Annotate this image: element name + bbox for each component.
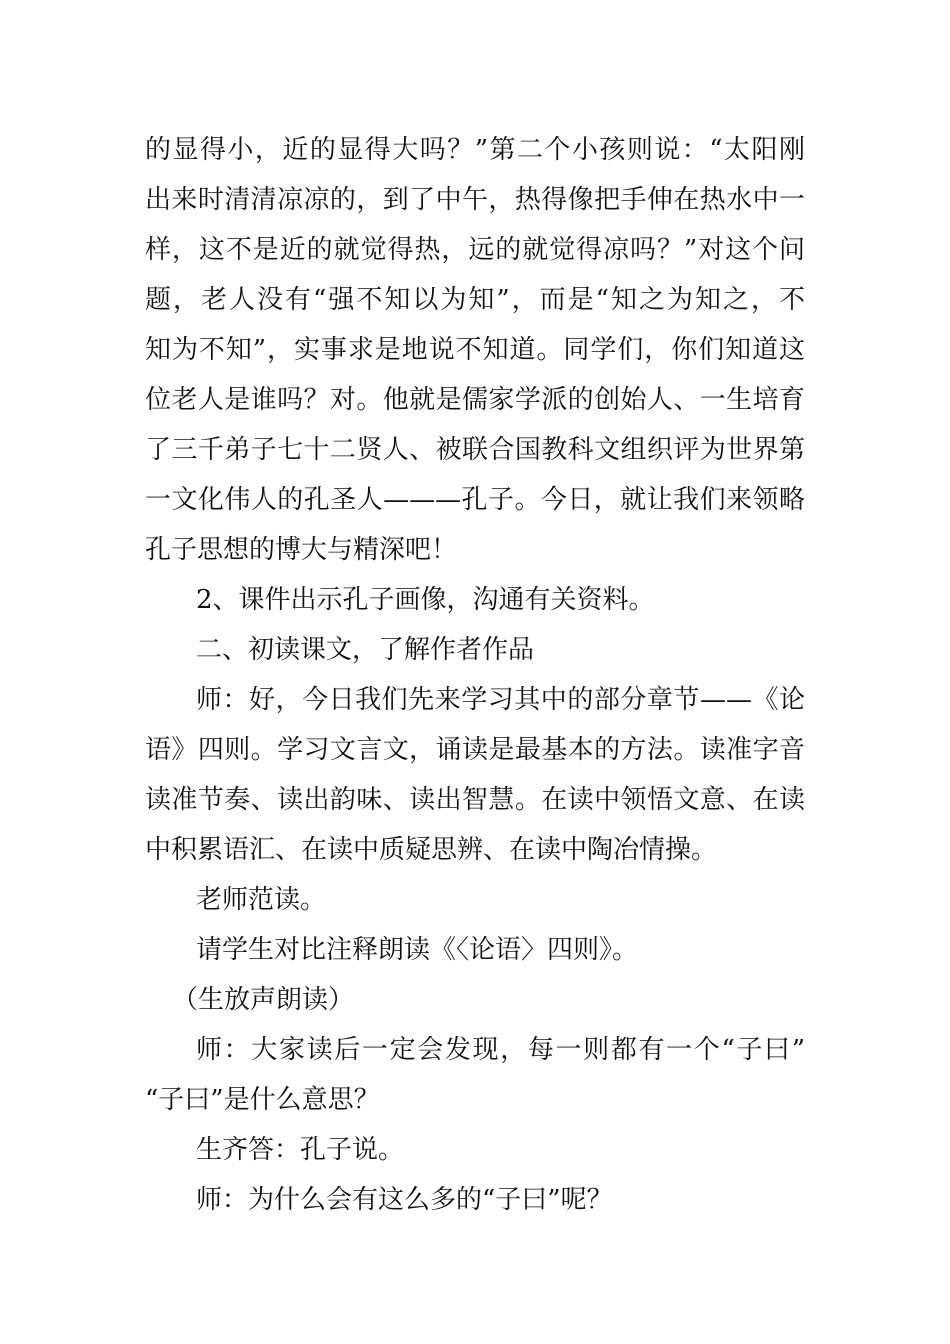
text-line: 生齐答：孔子说。 bbox=[196, 1135, 405, 1165]
text-line: 一文化伟人的孔圣人———孔子。今日，就让我们来领略 bbox=[145, 485, 805, 515]
text-line: 中积累语汇、在读中质疑思辨、在读中陶冶情操。 bbox=[145, 835, 718, 865]
text-line: 位老人是谁吗？对。他就是儒家学派的创始人、一生培育 bbox=[145, 385, 805, 415]
text-line: 题，老人没有“强不知以为知”，而是“知之为知之，不 bbox=[145, 285, 805, 315]
text-line: 请学生对比注释朗读《〈论语〉四则》。 bbox=[196, 935, 639, 965]
text-line: （生放声朗读） bbox=[172, 985, 355, 1015]
text-line: 老师范读。 bbox=[196, 885, 327, 915]
text-line: 孔子思想的博大与精深吧！ bbox=[145, 535, 458, 565]
text-line: 知为不知”，实事求是地说不知道。同学们，你们知道这 bbox=[145, 335, 805, 365]
text-line: “子曰”是什么意思？ bbox=[145, 1085, 380, 1115]
text-line: 的显得小，近的显得大吗？”第二个小孩则说：“太阳刚 bbox=[145, 135, 805, 165]
text-line: 样，这不是近的就觉得热，远的就觉得凉吗？”对这个问 bbox=[145, 235, 805, 265]
text-line: 师：好，今日我们先来学习其中的部分章节——《论 bbox=[196, 685, 805, 715]
text-line: 出来时清清凉凉的，到了中午，热得像把手伸在热水中一 bbox=[145, 185, 805, 215]
text-line: 2、课件出示孔子画像，沟通有关资料。 bbox=[196, 585, 655, 615]
text-line: 语》四则。学习文言文，诵读是最基本的方法。读准字音 bbox=[145, 735, 805, 765]
text-line: 读准节奏、读出韵味、读出智慧。在读中领悟文意、在读 bbox=[145, 785, 805, 815]
text-line: 师：大家读后一定会发现，每一则都有一个“子曰” bbox=[196, 1035, 805, 1065]
text-line: 了三千弟子七十二贤人、被联合国教科文组织评为世界第 bbox=[145, 435, 805, 465]
section-heading: 二、初读课文，了解作者作品 bbox=[196, 635, 535, 665]
text-line: 师：为什么会有这么多的“子曰”呢？ bbox=[196, 1185, 613, 1215]
